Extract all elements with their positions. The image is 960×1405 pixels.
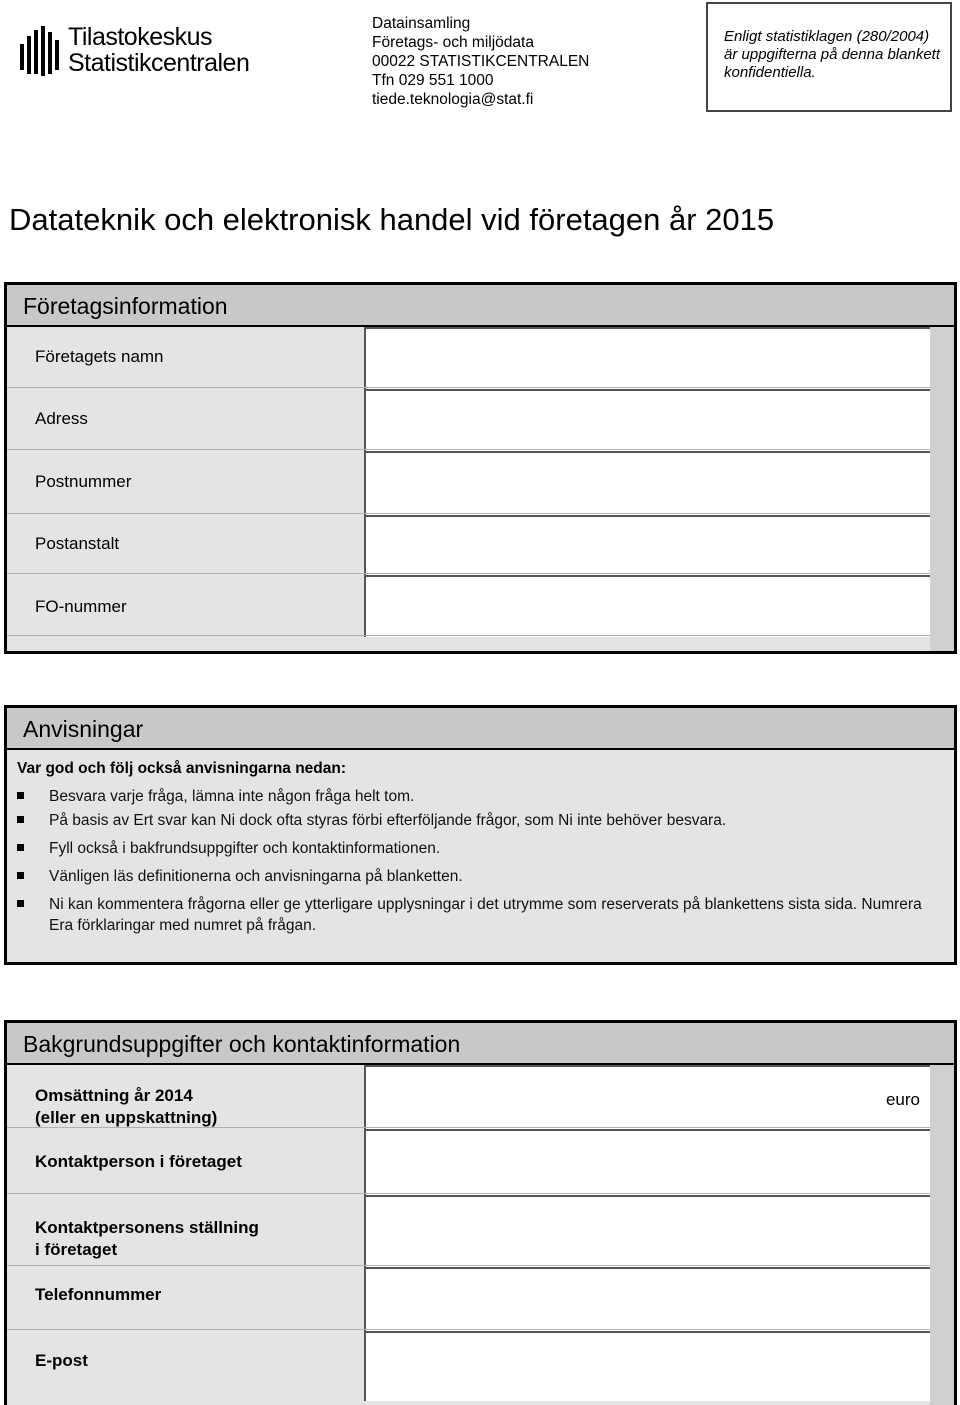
contact-person-label: Kontaktperson i företaget: [35, 1152, 242, 1171]
bullet-square-icon: [17, 816, 24, 823]
instructions-lead: Var god och följ också anvisningarna nedan:: [17, 760, 347, 777]
company-name-label: Företagets namn: [35, 347, 164, 366]
bullet-square-icon: [17, 792, 24, 799]
post-office-field[interactable]: [364, 515, 930, 575]
phone-field[interactable]: [364, 1267, 930, 1331]
list-item: På basis av Ert svar kan Ni dock ofta styras förbi efterföljande frågor, som Ni inte behöver besvara.: [15, 810, 935, 831]
logo-bars-icon: [18, 26, 64, 78]
row-divider: [7, 1329, 930, 1330]
row-divider: [7, 573, 930, 574]
row-divider: [7, 1127, 930, 1128]
instructions-list: [15, 786, 935, 943]
company-info-header: [7, 285, 954, 327]
postal-code-label: Postnummer: [35, 472, 132, 491]
bullet-square-icon: [17, 872, 24, 879]
list-item: Besvara varje fråga, lämna inte någon fråga helt tom.: [15, 786, 935, 807]
row-divider: [7, 1193, 930, 1194]
post-office-label: Postanstalt: [35, 534, 120, 553]
contact-block: [372, 14, 589, 109]
section-heading: Anvisningar: [23, 716, 144, 742]
scrollbar-strip: [930, 1065, 954, 1405]
contact-phone: Tfn 029 551 1000: [372, 72, 494, 89]
turnover-label: Omsättning år 2014 (eller en uppskattning): [35, 1086, 218, 1127]
business-id-field[interactable]: [364, 575, 930, 637]
turnover-field[interactable]: [364, 1065, 930, 1129]
list-item: Vänligen läs definitionerna och anvisningarna på blanketten.: [15, 866, 935, 887]
contact-email[interactable]: tiede.teknologia@stat.fi: [372, 91, 534, 108]
email-label: E-post: [35, 1351, 88, 1370]
currency-unit: euro: [885, 1090, 920, 1109]
row-divider: [7, 1265, 930, 1266]
contact-unit: Företags- och miljödata: [372, 34, 534, 51]
contact-address: 00022 STATISTIKCENTRALEN: [372, 53, 590, 70]
instructions-header: [7, 708, 954, 750]
contact-dept: Datainsamling: [372, 15, 471, 32]
background-header: [7, 1023, 954, 1065]
list-item: Fyll också i bakfrundsuppgifter och kontaktinformationen.: [15, 838, 935, 859]
row-divider: [7, 387, 930, 388]
contact-position-field[interactable]: [364, 1195, 930, 1267]
logo-line-finnish: Tilastokeskus: [68, 23, 213, 51]
statistics-finland-logo: [18, 22, 278, 82]
address-label: Adress: [35, 409, 88, 428]
page-title: Datateknik och elektronisk handel vid företagen år 2015: [9, 202, 775, 237]
row-divider: [7, 449, 930, 450]
section-heading: Bakgrundsuppgifter och kontaktinformation: [23, 1031, 461, 1057]
email-field[interactable]: [364, 1331, 930, 1401]
bullet-square-icon: [17, 844, 24, 851]
contact-position-label: Kontaktpersonens ställning i företaget: [35, 1218, 259, 1259]
company-info-section: [4, 282, 957, 654]
scrollbar-strip: [930, 327, 954, 651]
background-contact-section: [4, 1020, 957, 1405]
postal-code-field[interactable]: [364, 451, 930, 515]
company-name-field[interactable]: [364, 327, 930, 389]
section-heading: Företagsinformation: [23, 293, 228, 319]
confidentiality-notice: Enligt statistiklagen (280/2004) är uppgifterna på denna blankett konfidentiella.: [706, 2, 952, 112]
logo-line-swedish: Statistikcentralen: [68, 49, 250, 77]
row-divider: [7, 635, 930, 636]
address-field[interactable]: [364, 389, 930, 451]
instructions-section: [4, 705, 957, 965]
phone-label: Telefonnummer: [35, 1285, 162, 1304]
row-divider: [7, 513, 930, 514]
business-id-label: FO-nummer: [35, 597, 127, 616]
list-item: Ni kan kommentera frågorna eller ge ytterligare upplysningar i det utrymme som reserverats på blankettens sista sida. Numrera Era förklaringar med numret på frågan.: [15, 894, 935, 936]
bullet-square-icon: [17, 900, 24, 907]
contact-person-field[interactable]: [364, 1129, 930, 1195]
